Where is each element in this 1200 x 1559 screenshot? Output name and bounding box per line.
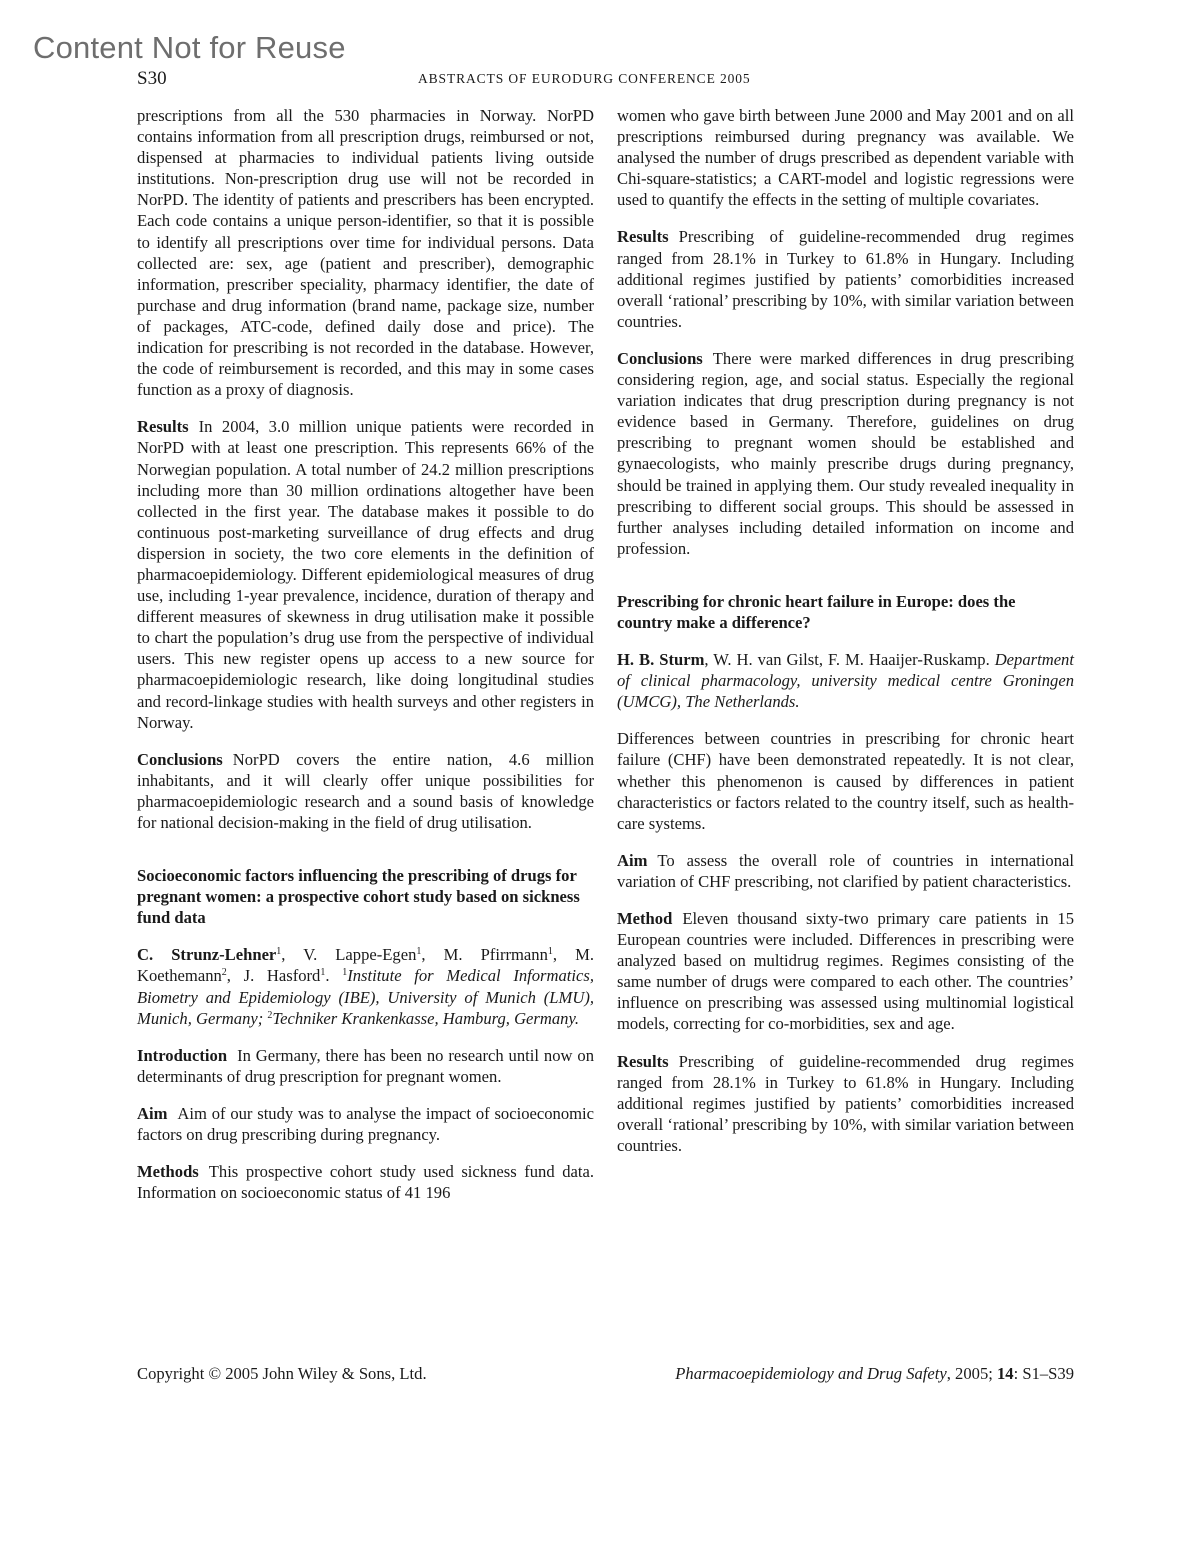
citation-pages: : S1–S39 [1013,1364,1074,1383]
right-column [617,105,1074,1156]
results-paragraph [617,1051,1074,1156]
affiliation: Department of clinical pharmacology, university medical centre Groningen (UMCG), The Netherlands. [617,650,1074,712]
affiliation: Institute for Medical Informatics, Biometry and Epidemiology (IBE), University of Munich (LMU), Munich, Germany; [137,966,594,1028]
author-name: , M. Koethemann [137,945,595,986]
author-name: , M. Pfirrmann [421,945,548,965]
author-superscript: 1 [276,946,282,958]
author-name: , J. Hasford [226,966,321,986]
aim-paragraph [137,1103,594,1145]
page-number: S30 [137,68,167,89]
author-name: H. B. Sturm [617,650,705,670]
affiliation: Techniker Krankenkasse, Hamburg, Germany. [272,1008,580,1028]
author-separator: . [325,966,343,986]
section-label: Conclusions [137,749,223,769]
methods-paragraph [137,1161,594,1203]
copyright-notice: Copyright © 2005 John Wiley & Sons, Ltd. [137,1364,427,1383]
author-list [617,649,1074,712]
left-column [137,105,594,1203]
author-superscript: 1 [320,967,326,979]
section-text: Prescribing of guideline-recommended drug regimes ranged from 28.1% in Turkey to 61.8% in Hungary. Including additional regimes justified by patients’ comorbidities increased overall ‘rational’ prescribing by 10%, with similar variation between countries. [617,227,1074,331]
intro-paragraph: Differences between countries in prescribing for chronic heart failure (CHF) have been demonstrated repeatedly. It is not clear, whether this phenomenon is caused by differences in patient characteristics or factors related to the country itself, such as health-care systems. [617,729,1074,833]
journal-citation [675,1364,1074,1384]
author-list [137,944,594,1028]
section-label: Methods [137,1162,199,1182]
author-name: , V. Lappe-Egen [281,945,417,965]
affiliation-superscript: 2 [267,1009,273,1021]
citation-year: , 2005; [946,1364,997,1383]
norpd-conclusions-paragraph [137,749,594,833]
results-paragraph [617,226,1074,331]
abstract-title: Prescribing for chronic heart failure in Europe: does the country make a difference? [617,591,1016,632]
section-text: In Germany, there has been no research until now on determinants of drug prescription for pregnant women. [137,1045,594,1086]
section-text: Prescribing of guideline-recommended drug regimes ranged from 28.1% in Turkey to 61.8% in Hungary. Including additional regimes justified by patients’ comorbidities increased overall ‘rational’ prescribing by 10%, with similar variation between countries. [617,1051,1074,1155]
section-text: Eleven thousand sixty-two primary care patients in 15 European countries were included. Differences in prescribing were analyzed based on multidrug regimes. Regimes consisting of the same number of drugs were compared to each other. The countries’ influence on prescribing was assessed using multinomial logistical models, correcting for co-morbidities, sex and age. [617,909,1074,1034]
intro-paragraph [137,1045,594,1087]
watermark: Content Not for Reuse [33,30,346,65]
norpd-methods-paragraph: prescriptions from all the 530 pharmacies in Norway. NorPD contains information from all prescription drugs, reimbursed or not, dispensed at pharmacies to individual patients living outside institutions. Non-prescription drug use will not be recorded in NorPD. The identity of patients and prescribers has been encrypted. Each code contains a unique person-identifier, so that it is possible to identify all prescriptions over time for individual persons. Data collected are: sex, age (patient and prescriber), demographic information, prescriber speciality, pharmacy identifier, the date of purchase and drug information (brand name, package size, number of packages, ATC-code, defined daily dose and price). The indication for prescribing is not recorded in the database. However, the code of reimbursement is recorded, and this may in some cases function as a proxy of diagnosis. [137,106,594,400]
section-label: Results [617,227,669,247]
section-label: Conclusions [617,348,703,368]
method-paragraph [617,908,1074,1035]
author-names-rest: , W. H. van Gilst, F. M. Haaijer-Ruskamp. [704,650,990,670]
section-text: There were marked differences in drug prescribing considering region, age, and social status. Especially the regional variation indicates that drug prescription during pregnancy is not evidence based in Germany. Therefore, guidelines on drug prescribing to pregnant women should be established and gynaecologists, who mainly prescribe drugs during pregnancy, should be trained in applying them. Our study revealed inequality in prescribing to different social groups. This should be assessed in further analyses including detailed information on income and profession. [617,348,1074,558]
running-title: ABSTRACTS OF EURODURG CONFERENCE 2005 [418,71,751,86]
author-name: C. Strunz-Lehner [137,945,277,965]
conclusions-paragraph [617,348,1074,559]
journal-name: Pharmacoepidemiology and Drug Safety [675,1364,947,1383]
methods-continuation: women who gave birth between June 2000 and May 2001 and on all prescriptions reimbursed during pregnancy was available. We analysed the number of drugs prescribed as dependent variable with Chi-square-statistics; a CART-model and logistic regressions were used to quantify the effects in the setting of multiple covariates. [617,106,1074,210]
author-superscript: 1 [416,946,422,958]
section-text: Aim of our study was to analyse the impact of socioeconomic factors on drug prescribing during pregnancy. [137,1103,594,1145]
section-text: NorPD covers the entire nation, 4.6 million inhabitants, and it will clearly offer unique possibilities for pharmacoepidemiologic research and a sound basis of knowledge for national decision-making in the field of drug utilisation. [137,749,594,832]
affiliation-superscript: 1 [342,967,348,979]
section-label: Introduction [137,1045,228,1065]
section-text: This prospective cohort study used sickness fund data. Information on socioeconomic status of 41 196 [137,1162,594,1203]
section-label: Aim [137,1103,168,1123]
aim-paragraph [617,850,1074,892]
section-label: Results [617,1051,669,1071]
section-label: Results [137,417,189,437]
abstract-title: Socioeconomic factors influencing the prescribing of drugs for pregnant women: a prospective cohort study based on sickness fund data [137,866,580,928]
author-superscript: 1 [547,946,553,958]
author-superscript: 2 [221,967,227,979]
section-text: In 2004, 3.0 million unique patients were recorded in NorPD with at least one prescription. This represents 66% of the Norwegian population. A total number of 24.2 million prescriptions including more than 30 million ordinations altogether have been collected in the first year. The database makes it possible to do continuous post-marketing surveillance of drug effects and drug dispersion in society, the two core elements in the definition of pharmacoepidemiology. Different epidemiological measures of drug use, including 1-year prevalence, incidence, duration of therapy and different measures of skewness in drug utilisation make it possible to chart the population’s drug use from the perspective of individual users. This new register opens up access to a new source for pharmacoepidemiologic research, like doing longitudinal studies and record-linkage studies with health surveys and other registers in Norway. [137,417,594,732]
section-label: Aim [617,850,648,870]
section-text: To assess the overall role of countries in international variation of CHF prescribing, not clarified by patient characteristics. [617,850,1074,891]
section-label: Method [617,909,673,928]
citation-volume: 14 [997,1364,1014,1383]
norpd-results-paragraph [137,416,594,732]
